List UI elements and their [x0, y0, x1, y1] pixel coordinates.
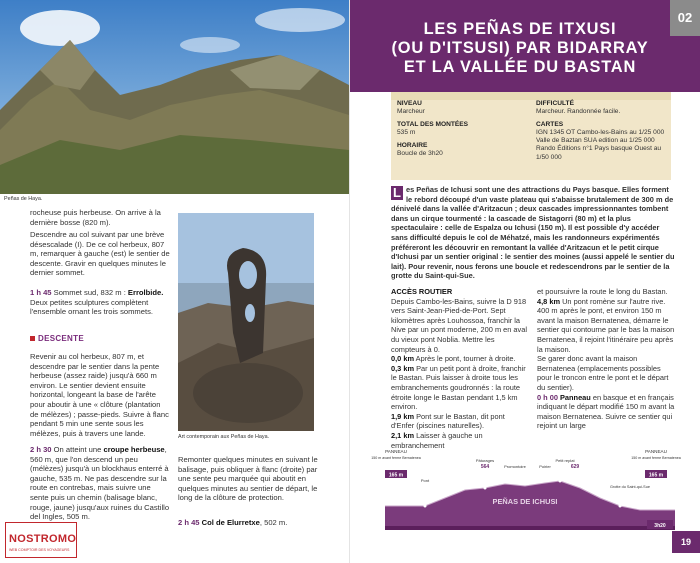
paragraph: Descendre au col suivant par une brève désescalade (I). De ce col herbeux, 807 m, remarquer à gauche (est) le sentier de descente. Gravir en quelques minutes le dernier sommet. — [30, 230, 170, 278]
cartes-label: CARTES — [536, 121, 564, 128]
summit-label: PEÑAS DE ICHUSI — [492, 497, 558, 506]
text-span: Après le pont, tourner à droite. — [414, 354, 516, 364]
paragraph: et poursuivre la route le long du Bastan. — [537, 287, 668, 296]
time-marker: 2 h 45 — [178, 518, 200, 527]
time-marker: 0 h 00 — [537, 392, 558, 402]
text-span: , 502 m. — [259, 518, 288, 527]
intro-text: es Peñas de Ichusi sont une des attractions du Pays basque. Elles forment le rebord découpé d'un vaste plateau qui s'abaisse brutalement de 300 m de dénivelé dans la vallée d'Aritzacun ; deux cascades impressionnantes tombent dans un cirque tourmenté : la cascade de Sistagorri (80 m) et la plus spectaculaire : celle de Espalza ou Ichusi (150 m). Il est possible d'y accéder sans difficulté depuis le col de Méhatzé, mais les randonneurs expérimentés préféreront les découvrir en remontant la vallée d'Aritzacun et le petit cirque d'Ichusi par un sentier original : le sentier des moines (aussi appelé le sentier du lait). Pour revenir, nous ferons une boucle et redescendrons par le sentier de la grotte du Saint-qui-Sue. — [391, 185, 675, 281]
label-petit-replat: Petit replat — [555, 458, 575, 463]
label-paturages: Pâturages — [475, 458, 495, 463]
mountain-photo — [0, 0, 349, 194]
title-line: LES PEÑAS DE ITXUSI — [423, 20, 617, 38]
niveau-value: Marcheur — [397, 108, 425, 115]
paragraph: Se garer donc avant la maison Bernatenea (emplacements possibles pour le troncon entre le pont et le départ du sentier). — [537, 354, 669, 392]
km-marker: 4,8 km — [537, 296, 561, 306]
horaire-value: Boucle de 3h20 — [397, 150, 443, 157]
difficulte-label: DIFFICULTÉ — [536, 100, 574, 107]
nostromo-logo — [5, 522, 77, 558]
km-marker: 0,0 km — [391, 354, 415, 364]
difficulte-value: Marcheur. Randonnée facile. — [536, 108, 621, 115]
title-line: (OU D'ITSUSI) PAR BIDARRAY — [391, 39, 649, 57]
km-step — [537, 297, 677, 355]
place-name: Col de Elurretxe — [199, 518, 260, 527]
altitude-right: 165 m — [648, 472, 664, 479]
time-marker: 1 h 45 — [30, 288, 52, 297]
elevation-profile — [371, 448, 681, 538]
km-step — [391, 412, 529, 431]
sculpture-photo — [178, 213, 314, 431]
right-page — [350, 0, 700, 563]
km-step — [391, 364, 529, 412]
altitude-left: 165 m — [388, 472, 404, 479]
label-grotte: Grotte du Saint-qui-Sue — [610, 485, 650, 489]
route-number: 02 — [670, 0, 700, 36]
logo-tagline: WEB COMPTOIR DES VOYAGEURS — [9, 548, 70, 552]
paragraph: Remonter quelques minutes en suivant le balisage, puis obliquer à flanc (droite) par une sente peu marquée qui aboutit en quelques minutes au sentier de départ, le long de la clôture de protection. — [178, 455, 318, 503]
logo-name: NOSTROMO — [9, 533, 77, 545]
paragraph — [30, 288, 170, 317]
intro-paragraph — [391, 185, 676, 281]
km-marker: 1,9 km — [391, 411, 415, 421]
label-panneau-left-sub: 150 m avant ferme Bernatenea — [371, 456, 421, 460]
paragraph: rocheuse puis herbeuse. On arrive à la dernière bosse (820 m). — [30, 208, 161, 227]
sculpture-caption: Art contemporain aux Peñas de Haya. — [178, 434, 270, 440]
text-span: , 560 m, que l'on descend un peu (mélèzes) jusqu'à un blockhaus enterré à gauche, 535 m. Ne pas descendre sur la route en contrebas, mais suivre une sente puis un chemin (balisage blanc, rouge, jaune) jusqu'aux ruines du Castillo del Ingles, 505 m. — [30, 445, 170, 522]
paragraph — [30, 445, 170, 522]
page-title — [370, 20, 670, 77]
text-span: en basque et en français indiquant le départ modifié 150 m avant la maison Bernatenea. Suivre ce sentier qui rejoint un large — [537, 392, 675, 431]
label-panneau-right: PANNEAU — [645, 449, 667, 454]
time-marker: 2 h 30 — [30, 445, 52, 454]
label-pont: Pont — [420, 478, 430, 483]
km-marker: 2,1 km — [391, 430, 415, 440]
text-span: Un pont romène sur l'autre rive. 400 m après le pont, et environ 150 m avant la maison Bernatenea, démarre le sentier qui contourne par le bas la maison Bernatenea, il rejoint l'itinéraire peu après la maison. — [537, 296, 675, 354]
label-panneau-left: PANNEAU — [385, 449, 407, 454]
drop-cap: L — [391, 186, 403, 200]
text-span: On atteint une — [51, 445, 104, 454]
text-span: Sommet sud, 832 m : — [51, 288, 128, 297]
acces-text: Depuis Cambo-les-Bains, suivre la D 918 vers Saint-Jean-Pied-de-Port. Sept kilomètres après Louhossoa, franchir la Nive par un pont moderne, 200 m en aval du vieux pont Noblia. Mettre les compteurs à 0. — [391, 296, 527, 354]
text-span: Par un petit pont à droite, franchir le Bastan. Puis laisser à droite tous les embranchements goudronnés : la route étroite longe le Bastan pendant 1,5 km environ. — [391, 363, 526, 412]
step — [537, 393, 677, 431]
km-step — [391, 354, 529, 364]
km-marker: 0,3 km — [391, 363, 415, 373]
label-promontoire: Promontoire — [504, 464, 526, 469]
text-span: Laisser à gauche un embranchement — [391, 430, 483, 450]
place-name: croupe herbeuse — [103, 445, 165, 454]
info-box — [391, 92, 671, 180]
label-panneau-right-sub: 150 m avant ferme Bernatenea — [631, 456, 681, 460]
altitude-paturages: 564 — [480, 464, 490, 470]
total-value: 535 m — [397, 129, 416, 136]
photo-caption: Peñas de Haya. — [4, 196, 43, 202]
paragraph — [178, 518, 318, 528]
altitude-replat: 629 — [570, 464, 580, 470]
descente-heading: DESCENTE — [30, 334, 84, 343]
page-number: 19 — [672, 531, 700, 553]
acces-heading: ACCÈS ROUTIER — [391, 287, 453, 296]
total-label: TOTAL DES MONTÉES — [397, 121, 469, 128]
paragraph: Revenir au col herbeux, 807 m, et descendre par le sentier dans la pente herbeuse (assez raide) jusqu'à 660 m environ. Le sentier devient ensuite horizontal, longeant la base de l'arête pour aboutir à une « clôture (plantation de mélèzes) ; passe-pieds. Suivre à flanc pendant 5 min une sente sous les mélèzes, puis à travers une lande. — [30, 352, 169, 438]
text-span: Deux petites sculptures complètent l'ensemble ornant les trois sommets. — [30, 297, 153, 317]
place-name: Panneau — [557, 392, 591, 402]
label-poirier: Poirier — [539, 464, 551, 469]
cartes-value: IGN 1345 OT Cambo-les-Bains au 1/25 000 Valle de Baztan SUA edition au 1/25 000 Rando Éditions n°1 Pays basque Ouest au 1/50 000 — [536, 129, 665, 161]
text-span: Pont sur le Bastan, dit pont d'Enfer (piscines naturelles). — [391, 411, 505, 431]
title-line: ET LA VALLÉE DU BASTAN — [403, 58, 637, 76]
horaire-label: HORAIRE — [397, 142, 428, 149]
duration-label: 3h20 — [654, 523, 666, 529]
access-column — [391, 287, 529, 450]
niveau-label: NIVEAU — [397, 100, 422, 107]
place-name: Errolbide. — [127, 288, 164, 297]
route-column — [537, 287, 677, 431]
